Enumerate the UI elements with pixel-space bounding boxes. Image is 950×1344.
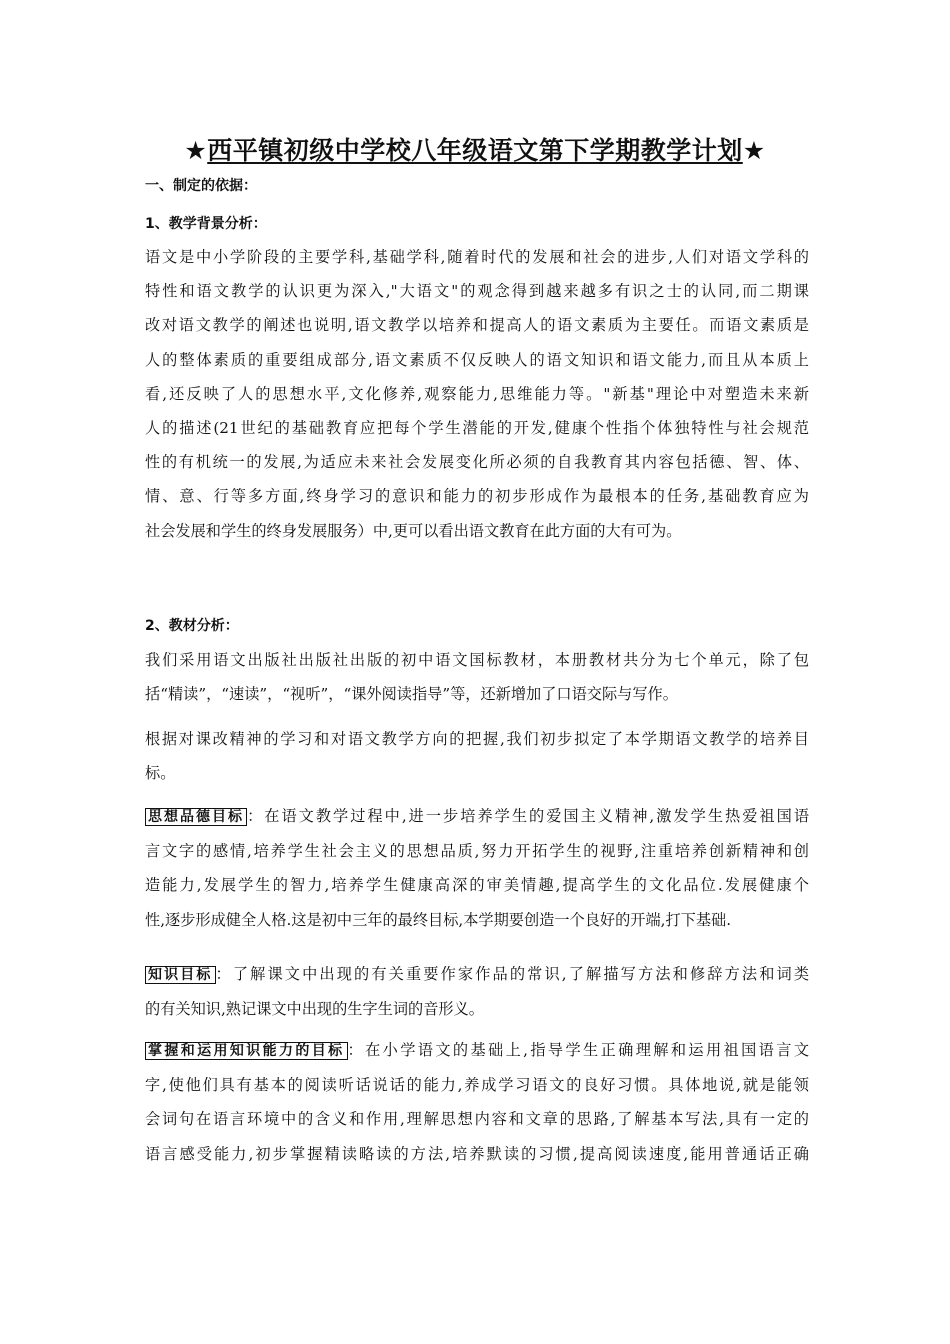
text-line: 特性和语文教学的认识更为深入,"大语文"的观念得到越来越多有识之士的认同,而二期课 [145, 282, 809, 301]
text-line: 改对语文教学的阐述也说明,语文教学以培养和提高人的语文素质为主要任。而语文素质是 [145, 316, 809, 335]
text-line: 人的整体素质的重要组成部分,语文素质不仅反映人的语文知识和语文能力,而且从本质上 [145, 350, 809, 369]
paragraph-goals-intro [145, 722, 809, 790]
text-line: 看,还反映了人的思想水平,文化修养,观察能力,思维能力等。"新基"理论中对塑造未来新 [145, 384, 809, 403]
text-line: 语言感受能力,初步掌握精读略读的方法,培养默读的习惯,提高阅读速度,能用普通话正确 [145, 1144, 809, 1163]
text-line: 会词句在语言环境中的含义和作用,理解思想内容和文章的思路,了解基本写法,具有一定的 [145, 1110, 809, 1129]
text-line: 的有关知识,熟记课文中出现的生字生词的音形义。 [145, 1000, 484, 1019]
text-line: 社会发展和学生的终身发展服务）中,更可以看出语文教育在此方面的大有可为。 [145, 521, 682, 540]
text-line: 人的描述(21世纪的基础教育应把每个学生潜能的开发,健康个性指个体独特性与社会规范 [145, 419, 809, 438]
text-line: 括“精读”，“速读”，“视听”，“课外阅读指导”等，还新增加了口语交际与写作。 [145, 685, 678, 704]
paragraph-textbook [145, 643, 809, 711]
paragraph-background [145, 240, 809, 548]
text-line: 性,逐步形成健全人格.这是初中三年的最终目标,本学期要创造一个良好的开端,打下基础. [145, 910, 732, 929]
text-line: 造能力,发展学生的智力,培养学生健康高深的审美情趣,提高学生的文化品位.发展健康个 [145, 876, 809, 895]
goal-text: ：在小学语文的基础上,指导学生正确理解和运用祖国语言文 [347, 1041, 810, 1059]
paragraph-knowledge-goal [145, 957, 809, 1026]
goal-text: ：了解课文中出现的有关重要作家作品的常识,了解描写方法和修辞方法和词类 [215, 965, 810, 983]
goal-text: ：在语文教学过程中,进一步培养学生的爱国主义精神,激发学生热爱祖国语 [247, 807, 810, 825]
text-line: 字,使他们具有基本的阅读听话说话的能力,养成学习语文的良好习惯。具体地说,就是能领 [145, 1076, 809, 1095]
text-line: 情、意、行等多方面,终身学习的意识和能力的初步形成作为最根本的任务,基础教育应为 [145, 487, 809, 506]
text-line [145, 957, 809, 992]
text-line [145, 1033, 809, 1068]
paragraph-ability-goal [145, 1033, 809, 1171]
text-line: 言文字的感情,培养学生社会主义的思想品质,努力开拓学生的视野,注重培养创新精神和创 [145, 842, 809, 861]
text-line: 我们采用语文出版社出版社出版的初中语文国标教材，本册教材共分为七个单元，除了包 [145, 651, 809, 669]
star-icon: ★ [184, 136, 208, 165]
goal-label-knowledge: 知识目标 [145, 966, 216, 984]
subsection-heading-textbook: 2、教材分析： [145, 618, 239, 634]
text-line [145, 799, 809, 834]
document-title [0, 134, 950, 168]
text-line: 根据对课改精神的学习和对语文教学方向的把握,我们初步拟定了本学期语文教学的培养目 [145, 730, 809, 748]
goal-label-moral: 思想品德目标 [145, 808, 247, 826]
paragraph-moral-goal [145, 799, 809, 937]
goal-label-ability: 掌握和运用知识能力的目标 [145, 1042, 348, 1060]
section-heading-basis: 一、制定的依据： [145, 178, 257, 194]
text-line: 标。 [145, 764, 176, 783]
title-text: 西平镇初级中学校八年级语文第下学期教学计划 [207, 136, 743, 165]
subsection-heading-background: 1、教学背景分析： [145, 216, 267, 232]
text-line: 性的有机统一的发展,为适应未来社会发展变化所必须的自我教育其内容包括德、智、体、 [145, 453, 809, 472]
star-icon: ★ [742, 136, 766, 165]
text-line: 语文是中小学阶段的主要学科,基础学科,随着时代的发展和社会的进步,人们对语文学科的 [145, 248, 809, 266]
